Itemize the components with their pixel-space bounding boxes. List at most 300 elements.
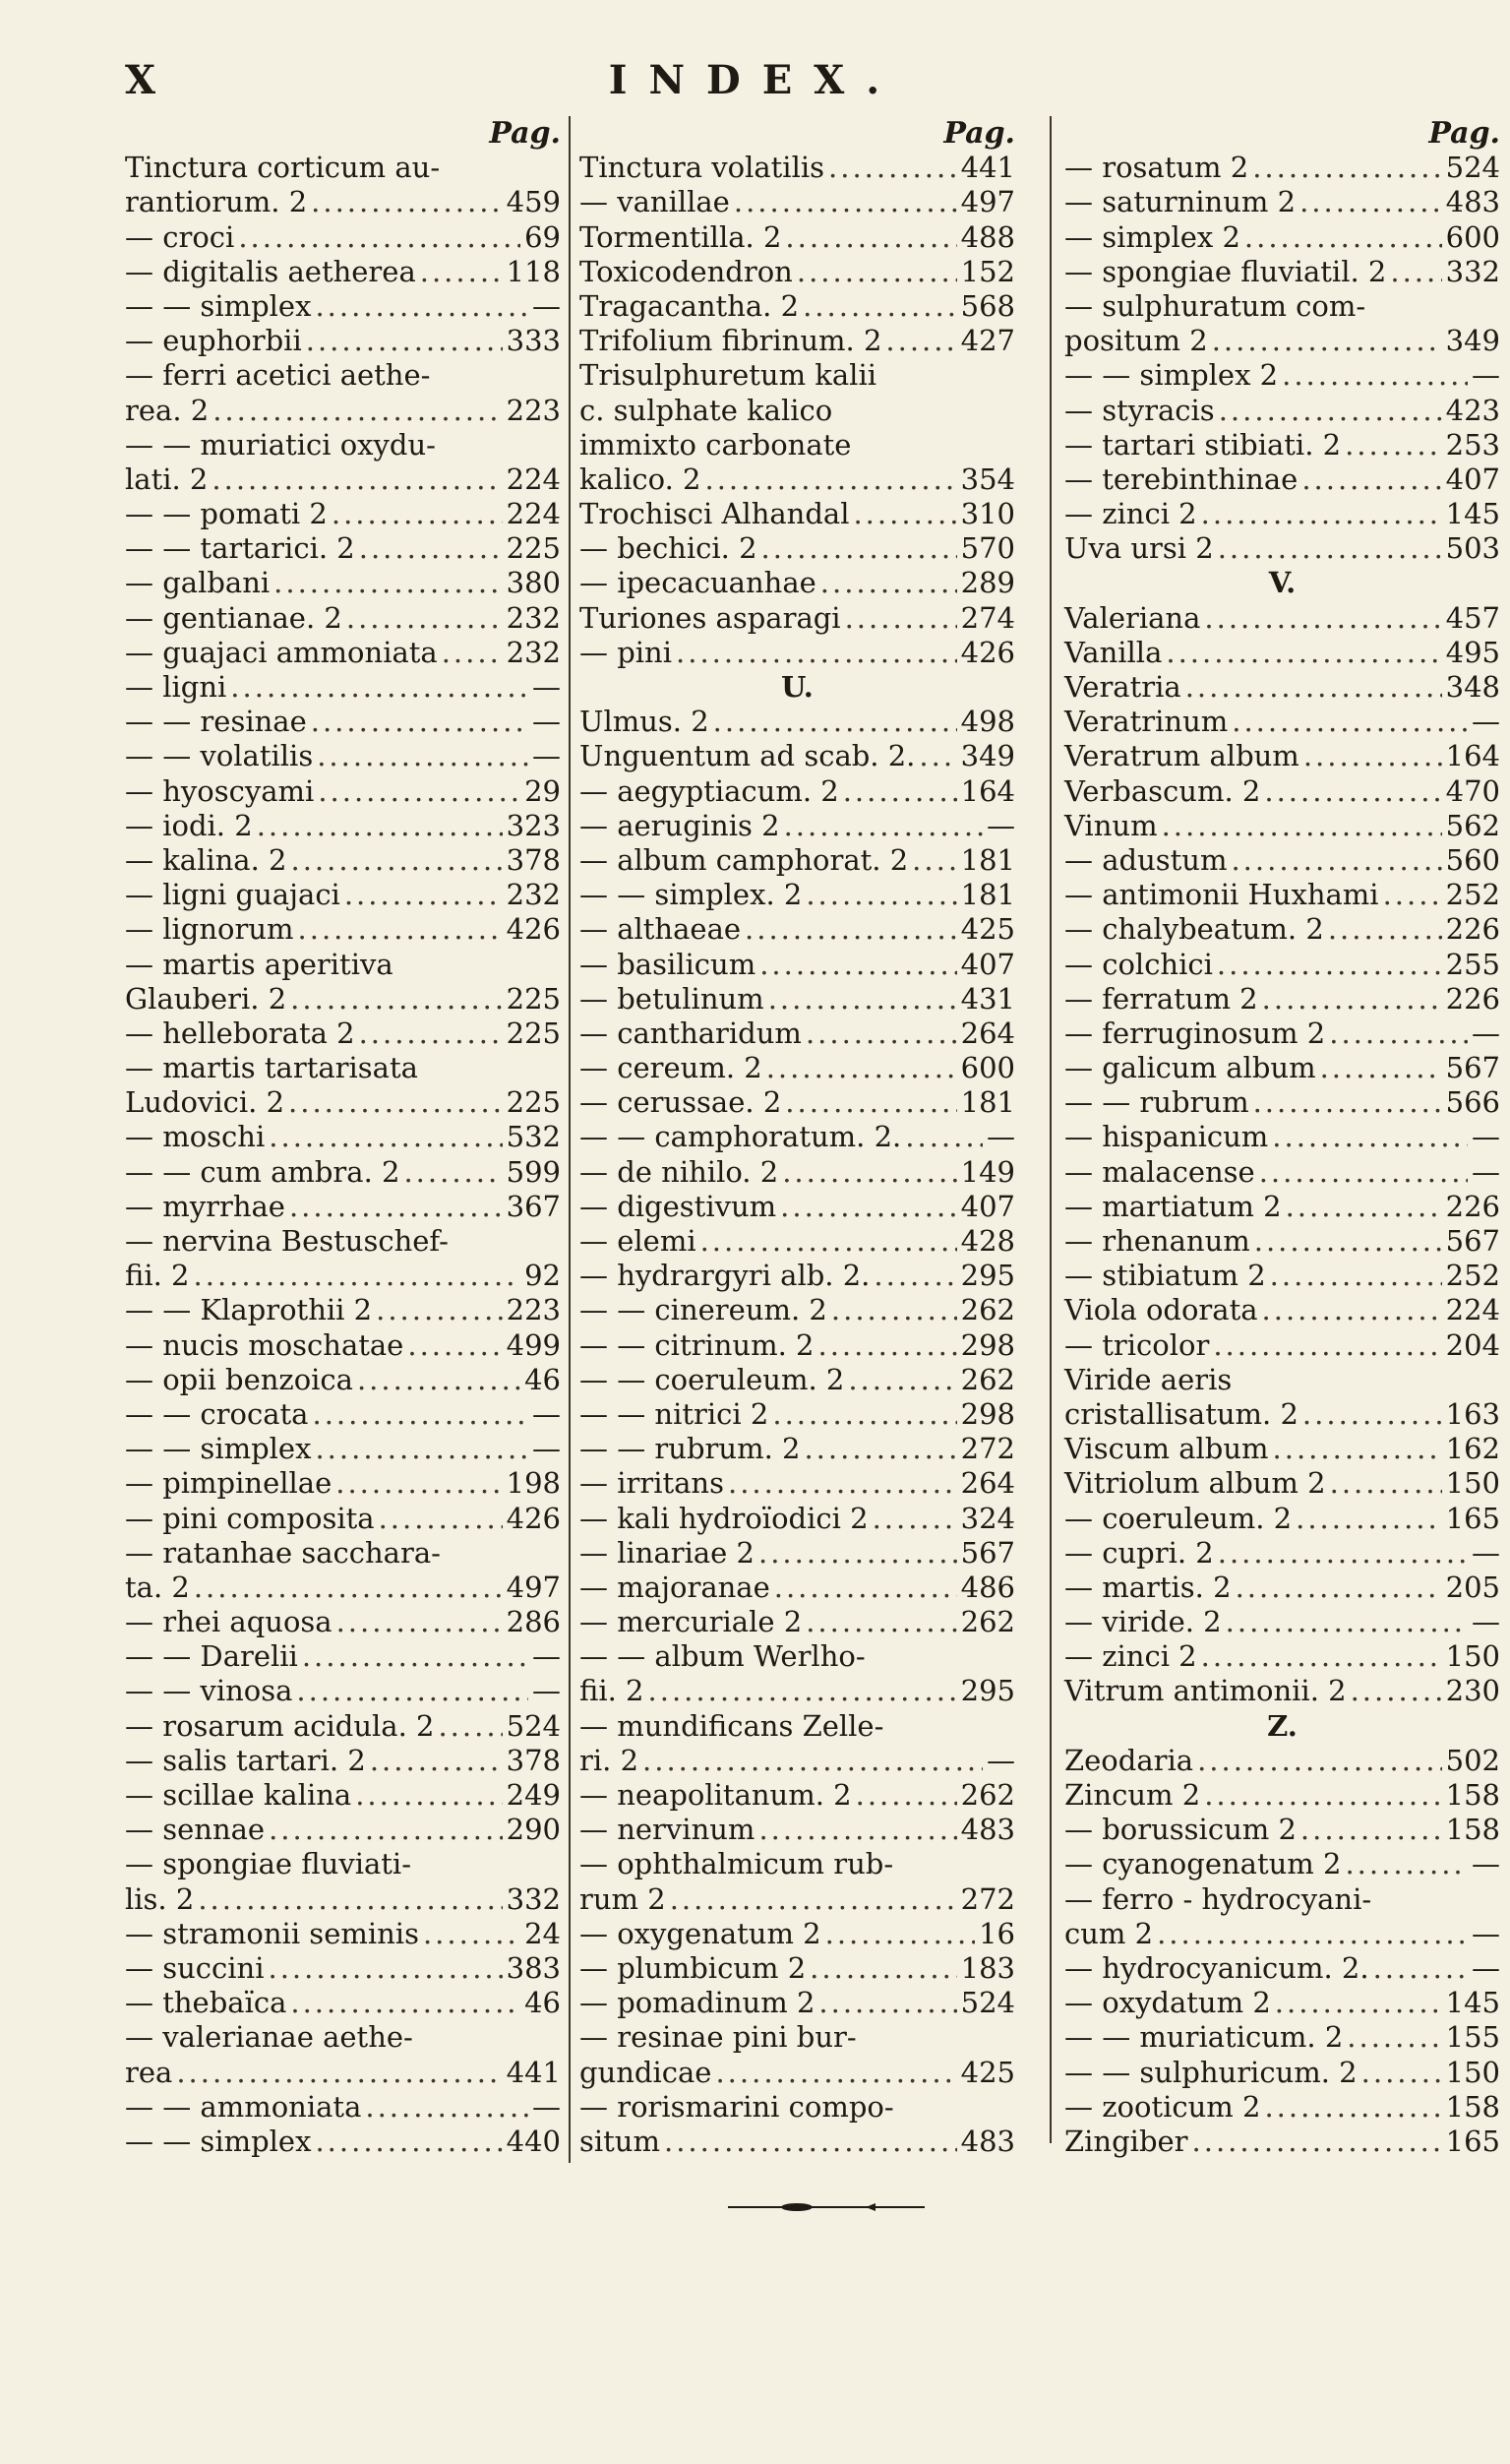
dot-leader xyxy=(317,739,528,773)
dot-leader xyxy=(315,2125,502,2159)
dot-leader xyxy=(642,1744,983,1778)
dot-leader xyxy=(1302,1397,1442,1432)
index-entry xyxy=(579,1466,1015,1501)
entry-term: — — simplex 2 xyxy=(1064,358,1279,393)
entry-term: Toxicodendron xyxy=(579,254,793,288)
dot-leader xyxy=(194,1259,521,1293)
entry-page: 383 xyxy=(506,1950,561,1985)
dot-leader xyxy=(831,1293,957,1327)
index-entry xyxy=(125,220,561,255)
entry-page: 226 xyxy=(1445,1189,1500,1223)
dot-leader xyxy=(296,1674,528,1708)
dot-leader xyxy=(315,1432,528,1466)
index-entry xyxy=(125,2056,561,2090)
entry-page: 225 xyxy=(506,1085,561,1120)
index-entry xyxy=(579,1639,1015,1674)
index-entry xyxy=(579,2020,1015,2055)
index-entry xyxy=(1064,1051,1500,1085)
entry-term: — martis aperitiva xyxy=(125,947,393,981)
dot-leader xyxy=(1300,1813,1442,1847)
entry-page: — xyxy=(1472,358,1500,393)
entry-term: Zincum 2 xyxy=(1064,1778,1201,1812)
dot-leader xyxy=(648,1674,957,1708)
index-entry xyxy=(1064,289,1500,324)
index-entry xyxy=(1064,1085,1500,1120)
entry-term: Tinctura volatilis xyxy=(579,151,825,185)
entry-page: 249 xyxy=(506,1778,561,1812)
entry-page: 499 xyxy=(506,1327,561,1362)
entry-term: Veratria xyxy=(1064,670,1181,704)
entry-page: — xyxy=(532,288,561,323)
index-entry xyxy=(1064,670,1500,705)
dot-leader xyxy=(318,774,520,809)
index-entry xyxy=(125,289,561,324)
entry-term: — rhei aquosa xyxy=(125,1605,332,1639)
dot-leader xyxy=(1264,774,1441,809)
dot-leader xyxy=(420,255,503,289)
entry-term: — resinae pini bur- xyxy=(579,2020,857,2055)
entry-term: — aegyptiacum. 2 xyxy=(579,773,839,808)
entry-term: cum 2 xyxy=(1064,1916,1154,1950)
entry-page: 427 xyxy=(960,324,1015,358)
entry-term: — pini xyxy=(579,635,673,669)
dot-leader xyxy=(298,912,503,947)
entry-term: — — citrinum. 2 xyxy=(579,1327,815,1362)
index-entry xyxy=(1064,948,1500,982)
entry-page: 118 xyxy=(506,254,561,288)
entry-page: 349 xyxy=(960,739,1015,773)
entry-page: 164 xyxy=(1445,739,1500,773)
entry-term: — — Darelii xyxy=(125,1639,298,1674)
dot-leader xyxy=(919,739,956,773)
entry-page: 226 xyxy=(1445,981,1500,1016)
entry-page: 440 xyxy=(506,2124,561,2158)
index-entry xyxy=(579,1778,1015,1813)
dot-leader xyxy=(782,1155,956,1190)
index-entry xyxy=(579,774,1015,809)
entry-term: — ipecacuanhae xyxy=(579,566,816,600)
entry-page: 225 xyxy=(506,1016,561,1050)
entry-term: — sennae xyxy=(125,1813,266,1847)
entry-page: — xyxy=(1472,1154,1500,1189)
index-entry xyxy=(125,912,561,947)
index-entry xyxy=(1064,1778,1500,1813)
index-entry xyxy=(1064,531,1500,566)
entry-page: 16 xyxy=(979,1916,1015,1950)
dot-leader xyxy=(1218,1536,1468,1571)
entry-term: — stibiatum 2 xyxy=(1064,1259,1266,1293)
entry-term: — kali hydroïodici 2 xyxy=(579,1501,869,1535)
dot-leader xyxy=(768,982,957,1016)
dot-leader xyxy=(302,1639,528,1674)
entry-term: — sulphuratum com- xyxy=(1064,288,1366,323)
index-entry xyxy=(125,497,561,531)
entry-term: — vanillae xyxy=(579,185,730,219)
entry-term: — nucis moschatae xyxy=(125,1327,404,1362)
dot-leader xyxy=(335,1466,502,1501)
entry-page: — xyxy=(1472,1535,1500,1570)
entry-page: 524 xyxy=(506,1708,561,1743)
index-entry xyxy=(579,358,1015,393)
index-entry xyxy=(125,358,561,393)
index-entry xyxy=(1064,1639,1500,1674)
dot-leader xyxy=(1303,739,1442,773)
page-header xyxy=(0,57,1510,106)
dot-leader xyxy=(1252,151,1441,185)
index-entry xyxy=(579,255,1015,289)
entry-term: — scillae kalina xyxy=(125,1778,352,1812)
dot-leader xyxy=(176,2056,502,2090)
index-entry xyxy=(1064,1571,1500,1605)
entry-page: — xyxy=(1472,1950,1500,1985)
index-entry xyxy=(579,1674,1015,1708)
dot-leader xyxy=(365,2090,528,2125)
index-entry xyxy=(579,2056,1015,2090)
index-entry xyxy=(125,670,561,705)
entry-page: 158 xyxy=(1445,1813,1500,1847)
index-entry xyxy=(579,1432,1015,1466)
entry-page: 431 xyxy=(960,981,1015,1016)
entry-page: — xyxy=(532,1396,561,1431)
entry-term: — album camphorat. 2 xyxy=(579,842,909,877)
entry-term: — euphorbii xyxy=(125,324,302,358)
entry-term: — spongiae fluviati- xyxy=(125,1847,412,1881)
entry-term: — hydrargyri alb. 2. xyxy=(579,1259,871,1293)
dot-leader xyxy=(803,289,957,324)
index-entry xyxy=(1064,1813,1500,1847)
entry-page: — xyxy=(987,1743,1015,1777)
index-entry xyxy=(125,1051,561,1085)
dot-leader xyxy=(1157,1917,1468,1951)
entry-term: — nervinum xyxy=(579,1813,755,1847)
entry-term: — digestivum xyxy=(579,1189,777,1223)
entry-term: Viscum album xyxy=(1064,1432,1269,1466)
entry-term: — — muriatici oxydu- xyxy=(125,427,436,462)
entry-page: 164 xyxy=(960,773,1015,808)
entry-term: — — simplex xyxy=(125,288,312,323)
entry-page: — xyxy=(532,739,561,773)
index-entry xyxy=(125,1674,561,1708)
index-entry xyxy=(1064,739,1500,773)
entry-page: 150 xyxy=(1445,2055,1500,2089)
index-entry xyxy=(1064,462,1500,497)
entry-term: — opii benzoica xyxy=(125,1362,353,1396)
dot-leader xyxy=(820,566,957,600)
entry-term: rantiorum. 2 xyxy=(125,185,308,219)
entry-page: 332 xyxy=(1445,254,1500,288)
index-entry xyxy=(125,809,561,843)
index-entry xyxy=(1064,394,1500,428)
entry-page: 423 xyxy=(1445,393,1500,427)
entry-term: — oxygenatum 2 xyxy=(579,1916,821,1950)
index-entry xyxy=(1064,151,1500,185)
entry-term: Unguentum ad scab. 2. xyxy=(579,739,916,773)
entry-page: — xyxy=(1472,1847,1500,1881)
entry-term: — betulinum xyxy=(579,981,764,1016)
entry-page: 262 xyxy=(960,1778,1015,1812)
index-entry xyxy=(125,1016,561,1051)
entry-page: 600 xyxy=(1445,219,1500,254)
dot-leader xyxy=(874,1259,956,1293)
entry-term: Vitrum antimonii. 2 xyxy=(1064,1674,1347,1708)
entry-page: 204 xyxy=(1445,1327,1500,1362)
entry-term: — adustum xyxy=(1064,842,1228,877)
dot-leader xyxy=(290,843,502,878)
entry-page: 29 xyxy=(524,773,561,808)
entry-term: — stramonii seminis xyxy=(125,1916,419,1950)
entry-page: 264 xyxy=(960,1016,1015,1050)
dot-leader xyxy=(194,1571,503,1605)
entry-page: — xyxy=(532,2089,561,2124)
entry-term: — rosatum 2 xyxy=(1064,151,1249,185)
dot-leader xyxy=(1373,1951,1468,1986)
entry-page: 232 xyxy=(506,635,561,669)
entry-page: 274 xyxy=(960,600,1015,635)
index-column-1 xyxy=(125,116,561,2159)
dot-leader xyxy=(1162,809,1442,843)
entry-term: rea. 2 xyxy=(125,393,210,427)
index-entry xyxy=(579,1986,1015,2020)
entry-page: 566 xyxy=(1445,1085,1500,1120)
entry-page: 145 xyxy=(1445,497,1500,531)
dot-leader xyxy=(804,1432,956,1466)
dot-leader xyxy=(1328,912,1442,947)
index-entry xyxy=(1064,1951,1500,1986)
entry-term: — croci xyxy=(125,219,235,254)
index-entry xyxy=(579,1917,1015,1951)
entry-page: 69 xyxy=(524,219,561,254)
entry-page: 225 xyxy=(506,531,561,566)
entry-term: positum 2 xyxy=(1064,324,1208,358)
dot-leader xyxy=(1320,1051,1442,1085)
index-entry xyxy=(125,1466,561,1501)
dot-leader xyxy=(1345,1847,1468,1881)
entry-term: — moschi xyxy=(125,1120,266,1154)
entry-term: — galicum album xyxy=(1064,1051,1316,1085)
dot-leader xyxy=(359,1016,503,1051)
end-ornament xyxy=(728,2202,925,2212)
entry-page: — xyxy=(532,1639,561,1674)
entry-page: 232 xyxy=(506,600,561,635)
index-entry xyxy=(125,1328,561,1363)
entry-page: 367 xyxy=(506,1189,561,1223)
entry-term: — rorismarini compo- xyxy=(579,2089,894,2124)
index-entry xyxy=(125,1502,561,1536)
index-entry xyxy=(125,1986,561,2020)
dot-leader xyxy=(346,601,503,636)
dot-leader xyxy=(1185,670,1442,705)
section-letter: V. xyxy=(1268,566,1297,600)
entry-term: — cyanogenatum 2 xyxy=(1064,1847,1342,1881)
entry-page: 503 xyxy=(1445,531,1500,566)
dot-leader xyxy=(1236,1571,1442,1605)
index-entry xyxy=(579,912,1015,947)
dot-leader xyxy=(288,1085,503,1120)
entry-page: 324 xyxy=(960,1501,1015,1535)
dot-leader xyxy=(1204,1778,1441,1813)
index-entry xyxy=(579,601,1015,636)
entry-page: — xyxy=(532,1674,561,1708)
entry-term: — succini xyxy=(125,1950,265,1985)
entry-term: — — simplex xyxy=(125,1432,312,1466)
dot-leader xyxy=(780,1190,956,1224)
entry-term: Ulmus. 2 xyxy=(579,705,709,739)
dot-leader xyxy=(238,220,520,255)
index-entry xyxy=(125,2090,561,2125)
entry-term: — neapolitanum. 2 xyxy=(579,1778,852,1812)
entry-term: — cupri. 2 xyxy=(1064,1535,1214,1570)
entry-page: 470 xyxy=(1445,773,1500,808)
entry-page: 425 xyxy=(960,2055,1015,2089)
index-entry xyxy=(1064,1466,1500,1501)
index-entry xyxy=(579,1744,1015,1778)
entry-term: — elemi xyxy=(579,1224,696,1258)
dot-leader xyxy=(269,1120,502,1154)
dot-leader xyxy=(759,948,956,982)
entry-page: 483 xyxy=(960,2124,1015,2158)
index-entry xyxy=(125,428,561,462)
entry-page: 349 xyxy=(1445,324,1500,358)
index-entry xyxy=(579,1847,1015,1881)
dot-leader xyxy=(784,809,983,843)
dot-leader xyxy=(1272,1120,1468,1154)
index-entry xyxy=(1064,2125,1500,2159)
index-entry xyxy=(579,1190,1015,1224)
index-entry xyxy=(579,1155,1015,1190)
entry-term: — irritans xyxy=(579,1466,724,1501)
index-entry xyxy=(125,566,561,600)
dot-leader xyxy=(1275,1986,1442,2020)
dot-leader xyxy=(810,1951,956,1986)
dot-leader xyxy=(828,151,957,185)
index-entry xyxy=(1064,1120,1500,1154)
entry-term: — aeruginis 2 xyxy=(579,808,780,842)
dot-leader xyxy=(758,1536,957,1571)
index-entry xyxy=(579,636,1015,670)
entry-page: 310 xyxy=(960,497,1015,531)
section-letter: Z. xyxy=(1267,1708,1298,1743)
dot-leader xyxy=(1262,982,1442,1016)
dot-leader xyxy=(761,531,957,566)
entry-term: — helleborata 2 xyxy=(125,1016,355,1050)
index-entry xyxy=(579,739,1015,773)
dot-leader xyxy=(311,185,502,219)
index-entry xyxy=(125,1778,561,1813)
dot-leader xyxy=(1201,1639,1442,1674)
index-entry xyxy=(579,220,1015,255)
entry-page: 378 xyxy=(506,1743,561,1777)
index-entry xyxy=(125,151,561,185)
dot-leader xyxy=(442,636,503,670)
entry-term: — ratanhae sacchara- xyxy=(125,1535,441,1570)
entry-page: 24 xyxy=(524,1916,561,1950)
entry-term: — pimpinellae xyxy=(125,1466,332,1501)
entry-page: 264 xyxy=(960,1466,1015,1501)
dot-leader xyxy=(1351,1674,1442,1708)
entry-page: — xyxy=(1472,1120,1500,1154)
entry-page: 570 xyxy=(960,531,1015,566)
index-entry xyxy=(125,185,561,219)
entry-term: — mercuriale 2 xyxy=(579,1605,803,1639)
entry-term: c. sulphate kalico xyxy=(579,393,833,427)
entry-term: ta. 2 xyxy=(125,1570,190,1604)
entry-page: 502 xyxy=(1445,1743,1500,1777)
index-entry xyxy=(1064,774,1500,809)
entry-page: 165 xyxy=(1445,2124,1500,2158)
entry-term: — ligni guajaci xyxy=(125,878,340,912)
entry-term: — rosarum acidula. 2 xyxy=(125,1708,435,1743)
entry-term: — — album Werlho- xyxy=(579,1639,866,1674)
index-entry xyxy=(1064,1986,1500,2020)
dot-leader xyxy=(211,462,502,497)
dot-leader xyxy=(1282,358,1468,393)
entry-term: — gentianae. 2 xyxy=(125,600,342,635)
dot-leader xyxy=(212,394,502,428)
entry-term: — galbani xyxy=(125,566,271,600)
entry-term: Trisulphuretum kalii xyxy=(579,358,876,393)
dot-leader xyxy=(423,1917,520,1951)
entry-page: 255 xyxy=(1445,947,1500,981)
index-entry xyxy=(1064,878,1500,912)
dot-leader xyxy=(198,1882,502,1917)
dot-leader xyxy=(806,1016,957,1051)
entry-term: — thebaïca xyxy=(125,1986,287,2020)
index-entry xyxy=(125,1432,561,1466)
dot-leader xyxy=(676,636,957,670)
entry-page: 483 xyxy=(960,1813,1015,1847)
index-entry xyxy=(1064,636,1500,670)
index-entry xyxy=(125,1155,561,1190)
entry-page: 426 xyxy=(960,635,1015,669)
entry-page: 262 xyxy=(960,1605,1015,1639)
index-entry xyxy=(1064,1259,1500,1293)
dot-leader xyxy=(856,1778,957,1813)
entry-page: 181 xyxy=(960,1085,1015,1120)
index-entry xyxy=(1064,1397,1500,1432)
entry-page: — xyxy=(1472,1605,1500,1639)
entry-page: 497 xyxy=(506,1570,561,1604)
index-entry xyxy=(579,566,1015,600)
entry-term: immixto carbonate xyxy=(579,427,852,462)
entry-page: 152 xyxy=(960,254,1015,288)
entry-page: 495 xyxy=(1445,635,1500,669)
entry-page: 232 xyxy=(506,878,561,912)
entry-term: — ferri acetici aethe- xyxy=(125,358,431,393)
index-entry xyxy=(125,1917,561,1951)
index-entry xyxy=(1064,1536,1500,1571)
page-number: X xyxy=(125,57,158,103)
pag-label: Pag. xyxy=(1428,116,1500,151)
dot-leader xyxy=(1301,462,1441,497)
dot-leader xyxy=(1166,636,1441,670)
entry-page: 323 xyxy=(506,808,561,842)
dot-leader xyxy=(745,912,957,947)
entry-page: 181 xyxy=(960,878,1015,912)
entry-page: 298 xyxy=(960,1327,1015,1362)
entry-term: — tricolor xyxy=(1064,1327,1210,1362)
index-entry xyxy=(579,1051,1015,1085)
entry-term: — — vinosa xyxy=(125,1674,293,1708)
index-entry xyxy=(125,1397,561,1432)
dot-leader xyxy=(912,843,956,878)
dot-leader xyxy=(370,1744,503,1778)
index-entry xyxy=(1064,1605,1500,1639)
index-entry xyxy=(1064,220,1500,255)
entry-term: — mundificans Zelle- xyxy=(579,1708,884,1743)
index-entry xyxy=(1064,1224,1500,1259)
entry-page: 426 xyxy=(506,912,561,947)
entry-page: 407 xyxy=(960,947,1015,981)
